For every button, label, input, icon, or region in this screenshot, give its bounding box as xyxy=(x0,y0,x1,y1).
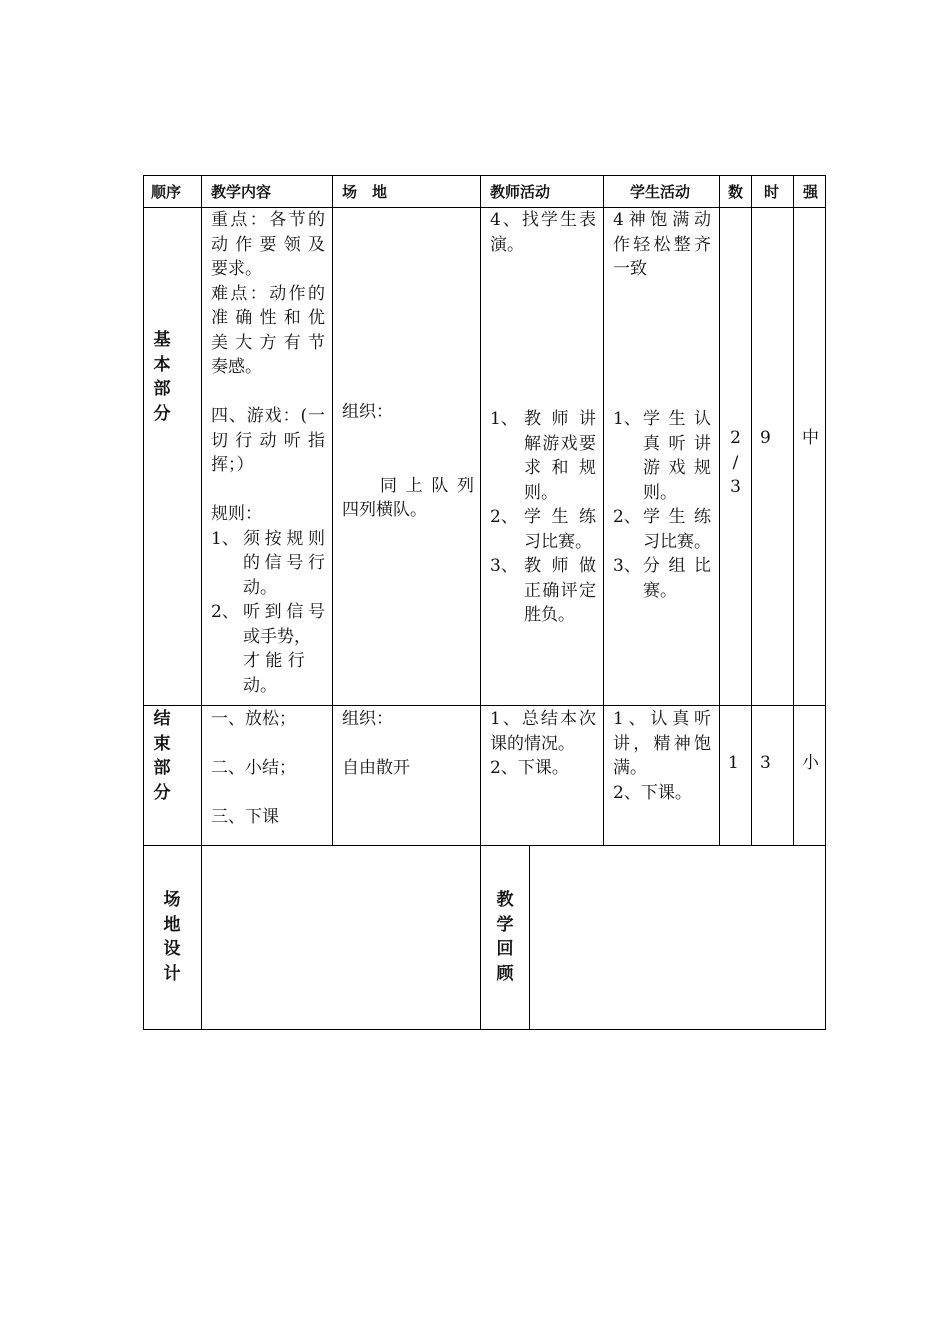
col-rule-6 xyxy=(751,175,752,845)
header-venue: 场 地 xyxy=(342,183,388,201)
header-student: 学生活动 xyxy=(630,183,691,201)
col-rule-4 xyxy=(603,175,604,845)
basic-time: 9 xyxy=(760,428,771,448)
header-time: 时 xyxy=(764,183,780,201)
basic-content: 重点：各节的 动作要领及 要求。 难点：动作的 准确性和优 美大方有节 奏感。 四、游戏：(一 切行动听指 挥；） 规则： 1、 须按规则 的信号行 动。 2、 听到信号 或手势， 才 能 行 动。 xyxy=(211,210,325,696)
col-rule-5 xyxy=(719,175,720,845)
teaching-review-label: 教 学 回 顾 xyxy=(496,890,514,984)
ending-section-label: 结 束 部 分 xyxy=(153,709,171,803)
ending-intensity: 小 xyxy=(802,753,819,773)
ending-count: 1 xyxy=(728,753,739,773)
table-border-right xyxy=(825,175,826,1030)
col-rule-2 xyxy=(332,175,333,845)
teaching-review-area xyxy=(530,846,825,1029)
header-count: 数 xyxy=(728,183,744,201)
basic-count: 2 / 3 xyxy=(730,428,741,497)
table-border-bottom xyxy=(143,1029,826,1030)
table-border-top xyxy=(143,175,826,176)
ending-teacher-activity: 1、总结本次 课的情况。 2、下课。 xyxy=(490,709,596,778)
table-border-left xyxy=(143,175,144,1030)
venue-design-area xyxy=(202,846,480,1029)
col-rule-3 xyxy=(480,175,481,1030)
ending-time: 3 xyxy=(760,753,771,773)
ending-student-activity: 1、认真听 讲，精神饱 满。 2、下课。 xyxy=(613,709,711,803)
basic-venue: 组织： 同上队列 四列横队。 xyxy=(342,402,474,520)
header-teacher: 教师活动 xyxy=(490,183,551,201)
venue-design-label: 场 地 设 计 xyxy=(163,890,181,984)
col-rule-7 xyxy=(793,175,794,845)
basic-intensity: 中 xyxy=(802,428,819,448)
basic-student-activity: 4神饱满动 作轻松整齐 一致 xyxy=(613,210,711,279)
header-order: 顺序 xyxy=(151,183,182,201)
basic-student-steps: 1、 学生认 真听讲 游戏规 则。 2、 学生练 习比赛。 3、 分组比 赛。 xyxy=(613,409,711,601)
basic-rule xyxy=(143,705,826,706)
basic-section-label: 基 本 部 分 xyxy=(153,330,171,424)
ending-content: 一、放松； 二、小结； 三、下课 xyxy=(211,709,296,827)
ending-venue: 组织： 自由散开 xyxy=(342,709,410,778)
header-content: 教学内容 xyxy=(211,183,272,201)
basic-teacher-activity: 4、找学生表 演。 xyxy=(490,210,596,255)
header-intensity: 强 xyxy=(803,183,819,201)
basic-teacher-steps: 1、 教 师 讲 解游戏要 求 和 规 则。 2、 学 生 练 习比赛。 3、 教 师 做 正确评定 胜负。 xyxy=(490,409,596,625)
